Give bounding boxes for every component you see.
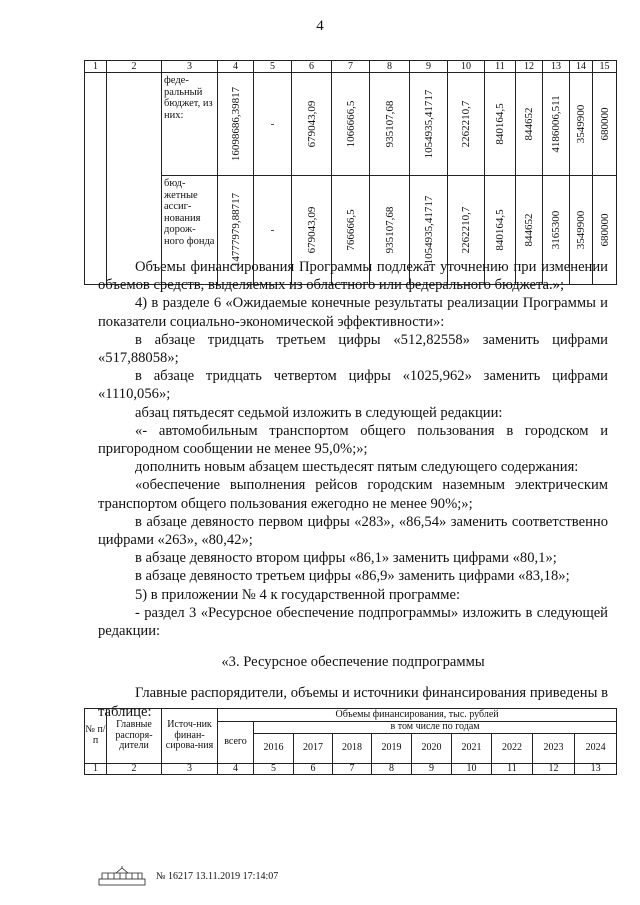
- col-number: 10: [448, 61, 485, 73]
- financing-table-top: [84, 60, 617, 285]
- document-body: [98, 258, 608, 721]
- paragraph: в абзаце девяносто первом цифры «283», «86,54» заменить соответственно цифрами «263», «80,42»;: [98, 513, 608, 549]
- cell-value: 4186006,511: [550, 95, 562, 153]
- table-cell: [332, 73, 370, 176]
- table-cell: [410, 73, 448, 176]
- col-header-total: всего: [218, 722, 254, 764]
- cell-value: 935107,68: [383, 100, 396, 148]
- col-number: 15: [593, 61, 617, 73]
- cell-value: 680000: [598, 107, 611, 141]
- col-number: 8: [372, 763, 412, 775]
- cell-value: 2262210,7: [460, 100, 472, 148]
- col-header-volumes: Объемы финансирования, тыс. рублей: [218, 709, 617, 722]
- paragraph: абзац пятьдесят седьмой изложить в следующей редакции:: [135, 404, 503, 421]
- cell-value: 844652: [523, 213, 535, 247]
- col-number: 14: [570, 61, 593, 73]
- col-number: 2: [107, 61, 162, 73]
- paragraph: «- автомобильным транспортом общего пользования в городском и пригородном сообщении не менее 95,0%;»;: [98, 422, 608, 458]
- col-header-year: 2018: [333, 733, 372, 763]
- col-number: 12: [533, 763, 575, 775]
- cell-value: 840164,5: [494, 103, 506, 145]
- footer: [98, 866, 278, 886]
- table-cell: [516, 73, 543, 176]
- cell-value: 1066666,5: [344, 100, 357, 148]
- paragraph: в абзаце девяносто втором цифры «86,1» заменить цифрами «80,1»;: [135, 550, 557, 567]
- table-cell: [543, 73, 570, 176]
- paragraph: дополнить новым абзацем шестьдесят пятым следующего содержания:: [135, 459, 579, 476]
- col-number: 2: [107, 763, 162, 775]
- col-number: 6: [292, 61, 332, 73]
- col-number: 8: [370, 61, 410, 73]
- col-number: 11: [485, 61, 516, 73]
- table-cell: [218, 73, 254, 176]
- col-header-number: № п/п: [85, 709, 107, 764]
- col-number: 7: [333, 763, 372, 775]
- section-heading: «3. Ресурсное обеспечение подпрограммы: [221, 654, 485, 671]
- col-header-year: 2021: [452, 733, 492, 763]
- paragraph: 5) в приложении № 4 к государственной программе:: [135, 586, 461, 603]
- col-number: 13: [575, 763, 617, 775]
- col-header-source: Источ-ник финан-сирова-ния: [162, 709, 218, 764]
- col-number: 11: [492, 763, 533, 775]
- cell-value: 2262210,7: [460, 206, 472, 254]
- cell-value: 840164,5: [494, 209, 506, 251]
- col-header-year: 2024: [575, 733, 617, 763]
- page-number: 4: [316, 18, 324, 34]
- col-number: 6: [294, 763, 333, 775]
- table-cell: -: [254, 176, 292, 285]
- table-header-row: [85, 61, 617, 73]
- cell-value: 766666,5: [344, 209, 357, 251]
- cell-value: 680000: [598, 213, 611, 247]
- registration-number: № 16217 13.11.2019 17:14:07: [156, 870, 279, 882]
- col-number: 4: [218, 763, 254, 775]
- paragraph: - раздел 3 «Ресурсное обеспечение подпрограммы» изложить в следующей редакции:: [98, 604, 608, 640]
- col-header-year: 2016: [254, 733, 294, 763]
- government-building-stamp-icon: [98, 866, 146, 886]
- paragraph: в абзаце тридцать четвертом цифры «1025,962» заменить цифрами «1110,056»;: [98, 368, 608, 403]
- col-number: 3: [162, 61, 218, 73]
- table-cell: -: [254, 73, 292, 176]
- col-number: 5: [254, 61, 292, 73]
- cell-value: 14777979,88717: [229, 192, 242, 268]
- col-number: 10: [452, 763, 492, 775]
- row-label: бюд-жетные ассиг-нования дорож-ного фонда: [162, 176, 218, 285]
- col-number: 4: [218, 61, 254, 73]
- cell-value: 3549900: [575, 104, 587, 144]
- table-cell-empty: [85, 73, 107, 285]
- table-cell: [485, 73, 516, 176]
- col-header-year: 2023: [533, 733, 575, 763]
- table-cell: [593, 73, 617, 176]
- cell-value: 679043,09: [305, 100, 318, 148]
- paragraph: Главные распорядители, объемы и источники финансирования приведены в таблице:: [98, 685, 608, 720]
- cell-value: 3549900: [575, 210, 587, 250]
- table-header-row: [85, 709, 617, 722]
- cell-value: 679043,09: [305, 206, 318, 254]
- col-number: 1: [85, 763, 107, 775]
- paragraph: «обеспечение выполнения рейсов городским наземным электрическим транспортом общего пользования ежегодно не менее 90%;»;: [98, 477, 608, 512]
- cell-value: 16098686,39817: [229, 86, 242, 162]
- col-header-managers: Главные распоря-дители: [107, 709, 162, 764]
- col-header-including: в том числе по годам: [254, 722, 617, 734]
- col-number: 9: [412, 763, 452, 775]
- paragraph: 4) в разделе 6 «Ожидаемые конечные результаты реализации Программы и показатели социально-экономической эффективности»:: [98, 295, 608, 330]
- col-header-year: 2017: [294, 733, 333, 763]
- col-header-year: 2019: [372, 733, 412, 763]
- paragraph: в абзаце девяносто третьем цифры «86,9» заменить цифрами «83,18»;: [135, 568, 570, 585]
- col-number: 7: [332, 61, 370, 73]
- paragraph: в абзаце тридцать третьем цифры «512,82558» заменить цифрами «517,88058»;: [98, 331, 608, 367]
- cell-value: 3165300: [550, 210, 562, 250]
- col-header-year: 2020: [412, 733, 452, 763]
- table-cell: [570, 73, 593, 176]
- col-number: 1: [85, 61, 107, 73]
- col-number: 12: [516, 61, 543, 73]
- col-number: 9: [410, 61, 448, 73]
- table-numbers-row: [85, 763, 617, 775]
- col-number: 3: [162, 763, 218, 775]
- table-cell: [292, 73, 332, 176]
- cell-value: 1054935,41717: [422, 195, 435, 265]
- cell-value: 1054935,41717: [422, 89, 435, 159]
- cell-value: 935107,68: [383, 206, 396, 254]
- paragraph: Объемы финансирования Программы подлежат уточнению при изменении объемов средств, выделяемых из областного или федерального бюджета.»;: [98, 259, 608, 294]
- col-number: 5: [254, 763, 294, 775]
- col-number: 13: [543, 61, 570, 73]
- cell-value: 844652: [523, 107, 535, 141]
- financing-table-bottom: [84, 708, 617, 775]
- row-label: феде-ральный бюджет, из них:: [162, 73, 218, 176]
- table-cell: [448, 73, 485, 176]
- table-row-federal-budget: [85, 73, 617, 176]
- table-cell: [370, 73, 410, 176]
- table-cell-empty: [107, 73, 162, 285]
- col-header-year: 2022: [492, 733, 533, 763]
